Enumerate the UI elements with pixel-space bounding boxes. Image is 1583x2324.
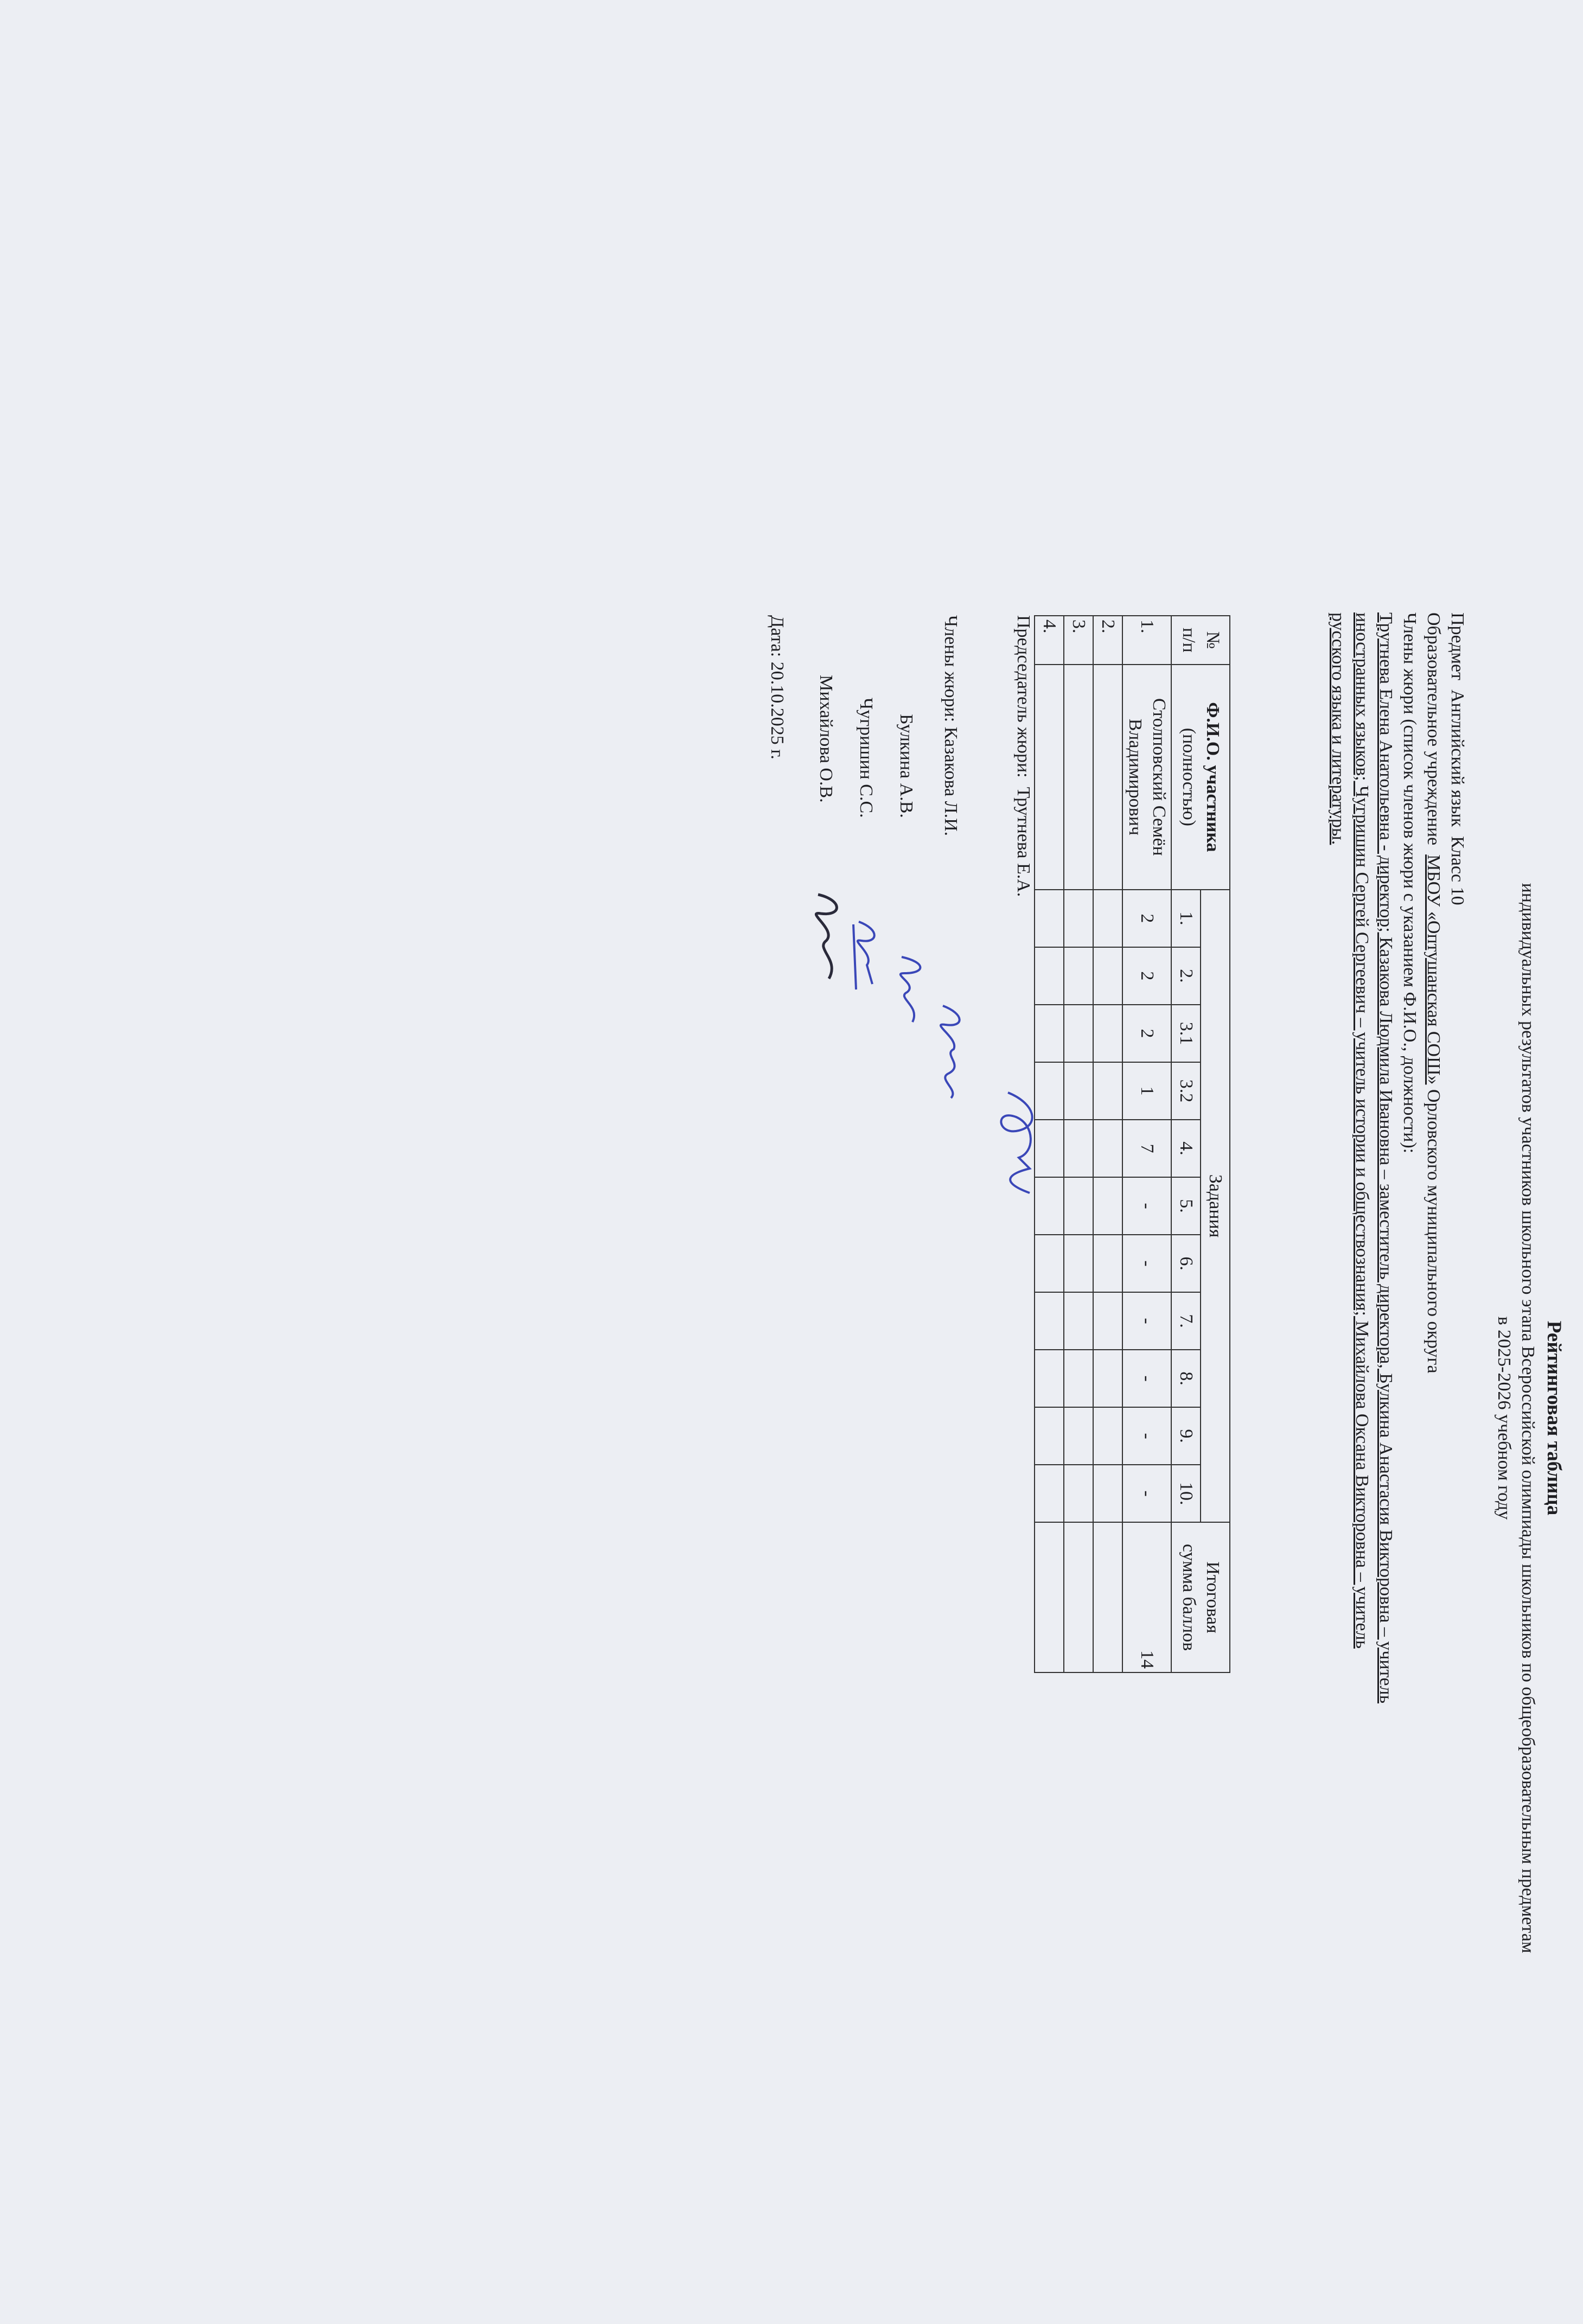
participant-name-line-1: Столповский Семён (1149, 698, 1169, 856)
row-number: 2. (1093, 616, 1122, 665)
document-year: в 2025-2026 учебном году (1494, 1316, 1514, 1520)
table-row (1122, 616, 1171, 1672)
task-number-header: 10. (1171, 1465, 1201, 1522)
task-score: - (1122, 1235, 1171, 1292)
task-score (1064, 1120, 1093, 1177)
member-2-signature-scrawl (885, 952, 934, 1027)
task-score (1035, 890, 1064, 947)
institution-rest: Орловского муниципального округа (1424, 1089, 1444, 1374)
member-4-signature-scrawl (802, 886, 851, 984)
task-number-header: 8. (1171, 1350, 1201, 1407)
total-score (1093, 1522, 1122, 1672)
task-score (1093, 890, 1122, 947)
task-score (1064, 1062, 1093, 1120)
rating-table (1034, 615, 1230, 1673)
task-score (1064, 1235, 1093, 1292)
jury-line-1: Трутнева Елена Анатольевна - директор; Казакова Людмила Ивановна – заместитель директора, Булкина Анастасия Викторовна – учитель (1376, 612, 1396, 1704)
participant-name (1064, 665, 1093, 890)
chair-signature-scrawl (986, 1087, 1046, 1196)
total-score (1064, 1522, 1093, 1672)
task-score: - (1122, 1407, 1171, 1465)
col-total-sub-label: сумма баллов (1179, 1543, 1199, 1651)
table-row (1093, 616, 1122, 1672)
members-label: Члены жюри: (941, 615, 961, 723)
task-score (1064, 1350, 1093, 1407)
task-score (1064, 890, 1093, 947)
task-score (1064, 1407, 1093, 1465)
member-3-name: Чугришин С.С. (856, 698, 876, 818)
task-score: 2 (1122, 947, 1171, 1005)
task-number-header: 3.1 (1171, 1005, 1201, 1062)
institution-label: Образовательное учреждение (1424, 612, 1444, 846)
chair-label: Председатель жюри: (1013, 615, 1033, 778)
task-score (1035, 947, 1064, 1005)
task-score (1035, 1350, 1064, 1407)
total-score (1035, 1522, 1064, 1672)
task-score: 2 (1122, 1005, 1171, 1062)
task-score (1093, 1177, 1122, 1235)
date-line: Дата: 20.10.2025 г. (767, 615, 787, 759)
task-score (1093, 1005, 1122, 1062)
task-score (1093, 1465, 1122, 1522)
table-header-row (1201, 616, 1230, 1672)
chair-name: Трутнева Е.А. (1013, 787, 1033, 897)
task-score (1035, 1005, 1064, 1062)
total-score: 14 (1122, 1522, 1171, 1672)
task-number-header: 6. (1171, 1235, 1201, 1292)
subject-line (1445, 612, 1469, 905)
task-score: - (1122, 1292, 1171, 1350)
col-num-header (1171, 616, 1230, 665)
document-subtitle: индивидуальных результатов участников школьного этапа Всероссийской олимпиады школьников по общеобразовательным предметам (1518, 883, 1538, 1953)
col-total-label: Итоговая (1203, 1561, 1223, 1633)
task-score: - (1122, 1177, 1171, 1235)
col-num-sub-label: п/п (1179, 628, 1199, 653)
task-number-header: 5. (1171, 1177, 1201, 1235)
task-score (1093, 1350, 1122, 1407)
col-fio-sub-label: (полностью) (1179, 727, 1199, 827)
subject-label: Предмет (1447, 612, 1467, 680)
task-score (1035, 1292, 1064, 1350)
task-score (1064, 947, 1093, 1005)
participant-name (1122, 665, 1171, 890)
task-score (1064, 1005, 1093, 1062)
task-score (1093, 1292, 1122, 1350)
jury-line-3: русского языка и литературы. (1328, 612, 1348, 845)
class-label: Класс (1447, 836, 1467, 883)
task-score (1064, 1177, 1093, 1235)
task-score: 2 (1122, 890, 1171, 947)
member-2-name: Булкина А.В. (896, 714, 916, 818)
task-number-header: 9. (1171, 1407, 1201, 1465)
participant-name (1093, 665, 1122, 890)
task-score (1035, 1407, 1064, 1465)
col-fio-header (1171, 665, 1230, 890)
task-score (1064, 1292, 1093, 1350)
task-number-header: 2. (1171, 947, 1201, 1005)
member-3-signature-scrawl (845, 914, 889, 995)
task-number-header: 3.2 (1171, 1062, 1201, 1120)
task-number-header: 7. (1171, 1292, 1201, 1350)
task-number-header: 4. (1171, 1120, 1201, 1177)
members-signature-line (939, 615, 962, 836)
task-score (1093, 947, 1122, 1005)
col-fio-label: Ф.И.О. участника (1203, 702, 1223, 852)
col-tasks-header: Задания (1201, 890, 1230, 1522)
row-number: 3. (1064, 616, 1093, 665)
class-value: 10 (1447, 886, 1467, 905)
task-score: - (1122, 1465, 1171, 1522)
task-score (1035, 1235, 1064, 1292)
participant-name-line-2: Владимирович (1125, 718, 1145, 836)
member-1-name: Казакова Л.И. (941, 726, 961, 837)
task-score (1035, 1465, 1064, 1522)
subject-value: Английский язык (1447, 689, 1467, 827)
institution-name: МБОУ «Оптушанская СОШ» (1424, 854, 1444, 1085)
task-score (1093, 1120, 1122, 1177)
member-4-name: Михайлова О.В. (816, 675, 836, 803)
task-score: - (1122, 1350, 1171, 1407)
chair-signature-line (1011, 615, 1035, 897)
task-score (1093, 1235, 1122, 1292)
task-score (1093, 1407, 1122, 1465)
col-num-label: № (1203, 631, 1223, 649)
row-number: 1. (1122, 616, 1171, 665)
rating-sheet (303, 512, 1583, 2324)
institution-line (1421, 612, 1445, 1374)
jury-line-2: иностранных языков; Чугришин Сергей Сергеевич – учитель истории и обществознания; Михайлова Оксана Викторовна – учитель (1352, 612, 1372, 1649)
task-score: 1 (1122, 1062, 1171, 1120)
jury-label: Члены жюри (список членов жюри с указанием Ф.И.О., должности): (1400, 612, 1420, 1154)
col-total-header (1171, 1522, 1230, 1672)
task-score (1064, 1465, 1093, 1522)
task-score: 7 (1122, 1120, 1171, 1177)
task-number-header: 1. (1171, 890, 1201, 947)
row-number: 4. (1035, 616, 1064, 665)
table-row (1064, 616, 1093, 1672)
participant-name (1035, 665, 1064, 890)
task-score (1093, 1062, 1122, 1120)
document-title: Рейтинговая таблица (1543, 1320, 1565, 1516)
